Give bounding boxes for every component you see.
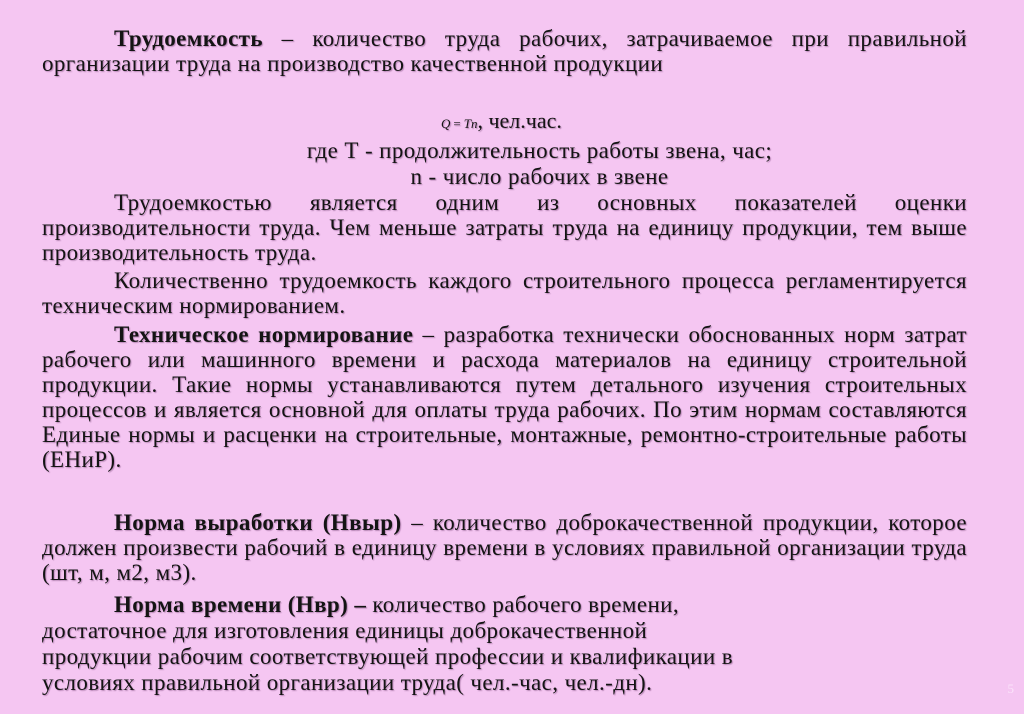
- paragraph-labor-intensity: [42, 26, 967, 76]
- term-labor-intensity: Трудоемкость: [114, 26, 263, 51]
- definition-time-norm-1: количество рабочего времени,: [366, 592, 680, 617]
- slide-number: 5: [1007, 681, 1014, 696]
- paragraph-regulation: Количественно трудоемкость каждого строительного процесса регламентируется техническим нормированием.: [42, 268, 967, 318]
- where-n-line: n - число рабочих в звене: [410, 164, 669, 189]
- paragraph-productivity: Трудоемкостью является одним из основных показателей оценки производительности труда. Чем меньше затраты труда на единицу продукции, тем выше производительность труда.: [42, 190, 967, 265]
- definition-output-norm: – количество доброкачественной продукции, которое должен произвести рабочий в единицу времени в условиях правильной организации труда (шт, м, м2, м3).: [42, 510, 967, 585]
- term-technical-norming: Техническое нормирование: [114, 322, 414, 347]
- paragraph-output-norm: [42, 510, 967, 585]
- term-time-norm: Норма времени (Нвр) –: [114, 592, 367, 617]
- where-t-line: где Т - продолжительность работы звена, час;: [306, 138, 773, 163]
- formula-line: [441, 108, 562, 134]
- formula: [441, 116, 477, 131]
- formula-tn: Tn: [463, 116, 478, 131]
- paragraph-time-norm-line4: условиях правильной организации труда( чел.-час, чел.-дн).: [42, 670, 653, 695]
- formula-q: Q: [441, 116, 451, 131]
- definition-technical-norming: – разработка технически обоснованных норм затрат рабочего или машинного времени и расхода материалов на единицу строительной продукции. Такие нормы устанавливаются путем детального изучения строительных процессов и является основной для оплаты труда рабочих. По этим нормам составляются Единые нормы и расценки на строительные, монтажные, ремонтно-строительные работы (ЕНиР).: [42, 322, 967, 472]
- term-output-norm: Норма выработки (Нвыр): [114, 510, 402, 535]
- formula-unit: , чел.час.: [477, 108, 562, 133]
- paragraph-technical-norming: [42, 322, 967, 472]
- definition-labor-intensity: – количество труда рабочих, затрачиваемое при правильной организации труда на производство качественной продукции: [42, 26, 967, 76]
- formula-equals: =: [453, 116, 461, 131]
- paragraph-time-norm-line1: [42, 592, 967, 617]
- paragraph-time-norm-line3: продукции рабочим соответствующей профессии и квалификации в: [42, 644, 733, 669]
- paragraph-time-norm-line2: достаточное для изготовления единицы доброкачественной: [42, 618, 648, 643]
